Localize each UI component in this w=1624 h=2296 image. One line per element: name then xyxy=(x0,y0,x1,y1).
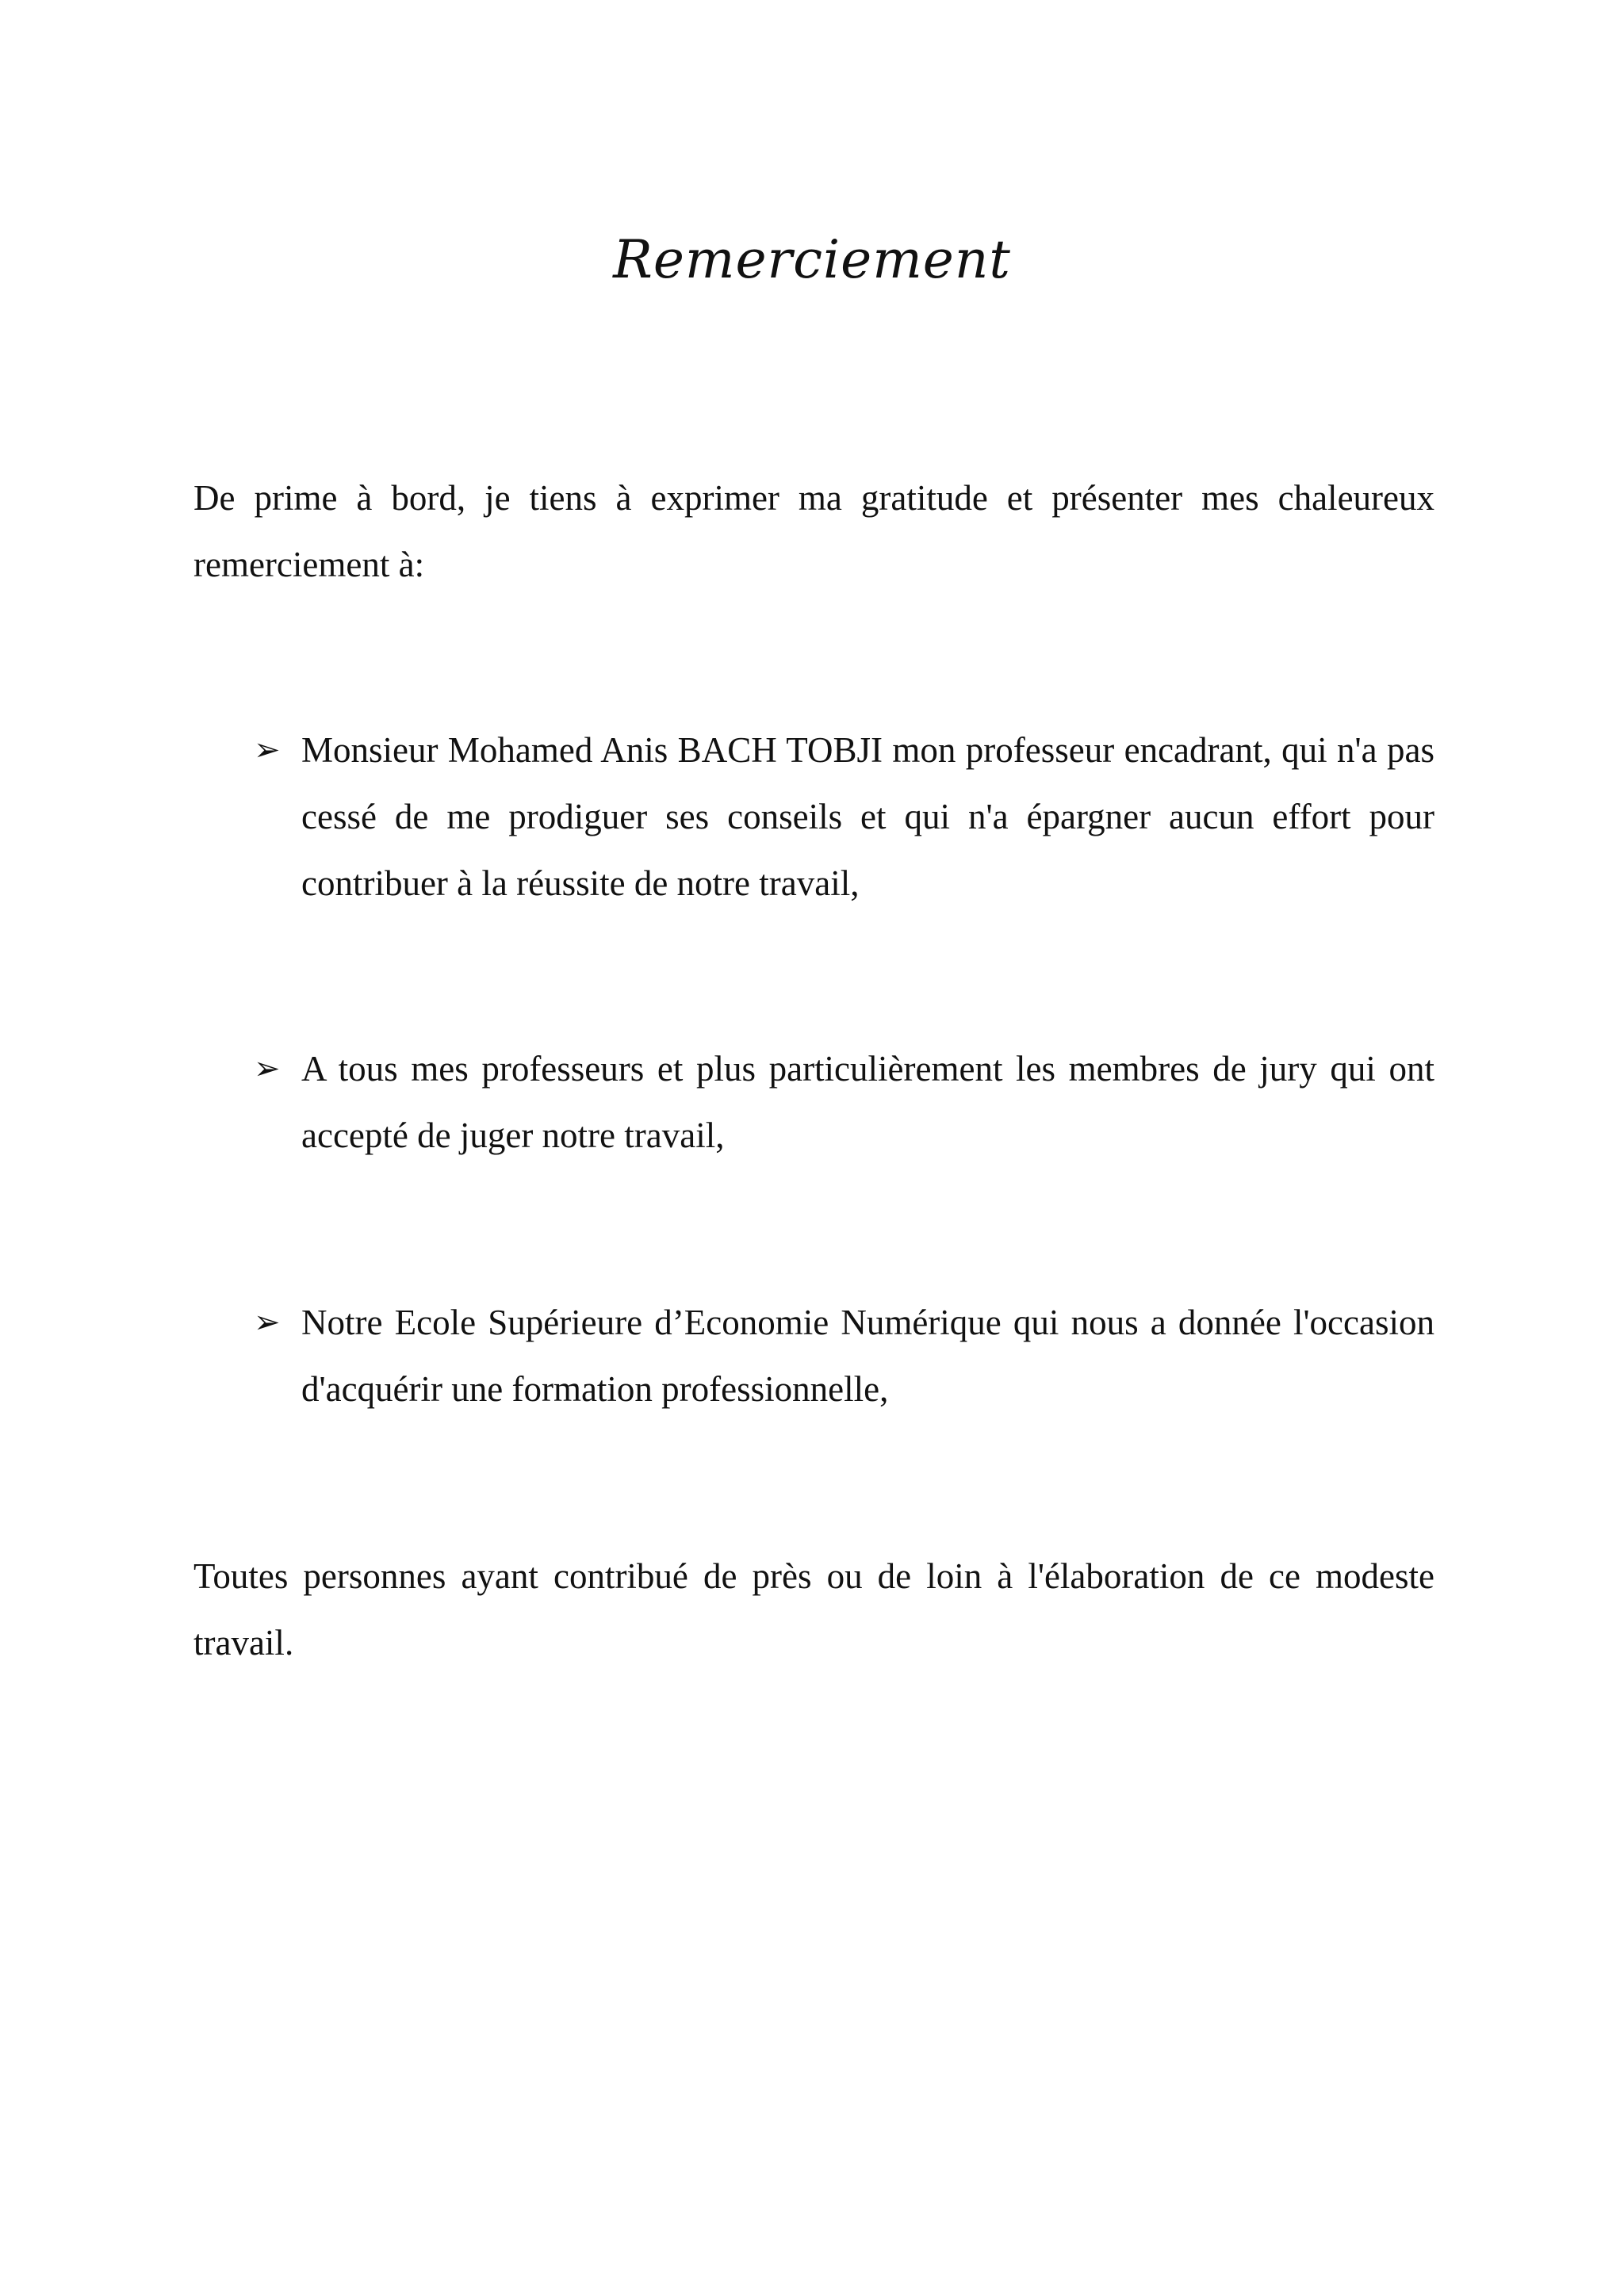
closing-paragraph: Toutes personnes ayant contribué de près ou de loin à l'élaboration de ce modeste travail. xyxy=(193,1556,1434,1663)
intro-paragraph: De prime à bord, je tiens à exprimer ma gratitude et présenter mes chaleureux remerciement à: xyxy=(193,478,1434,584)
page-title: Remerciement xyxy=(613,229,1011,290)
arrow-bullet-icon: ➢ xyxy=(254,1050,281,1086)
list-item-text: Notre Ecole Supérieure d’Economie Numérique qui nous a donnée l'occasion d'acquérir une formation professionnelle, xyxy=(301,1303,1434,1409)
list-item-text: Monsieur Mohamed Anis BACH TOBJI mon professeur encadrant, qui n'a pas cessé de me prodiguer ses conseils et qui n'a épargner aucun effort pour contribuer à la réussite de notre travail, xyxy=(301,730,1434,903)
arrow-bullet-icon: ➢ xyxy=(254,1304,281,1340)
arrow-bullet-icon: ➢ xyxy=(254,732,281,767)
list-item-text: A tous mes professeurs et plus particulièrement les membres de jury qui ont accepté de juger notre travail, xyxy=(301,1049,1434,1155)
